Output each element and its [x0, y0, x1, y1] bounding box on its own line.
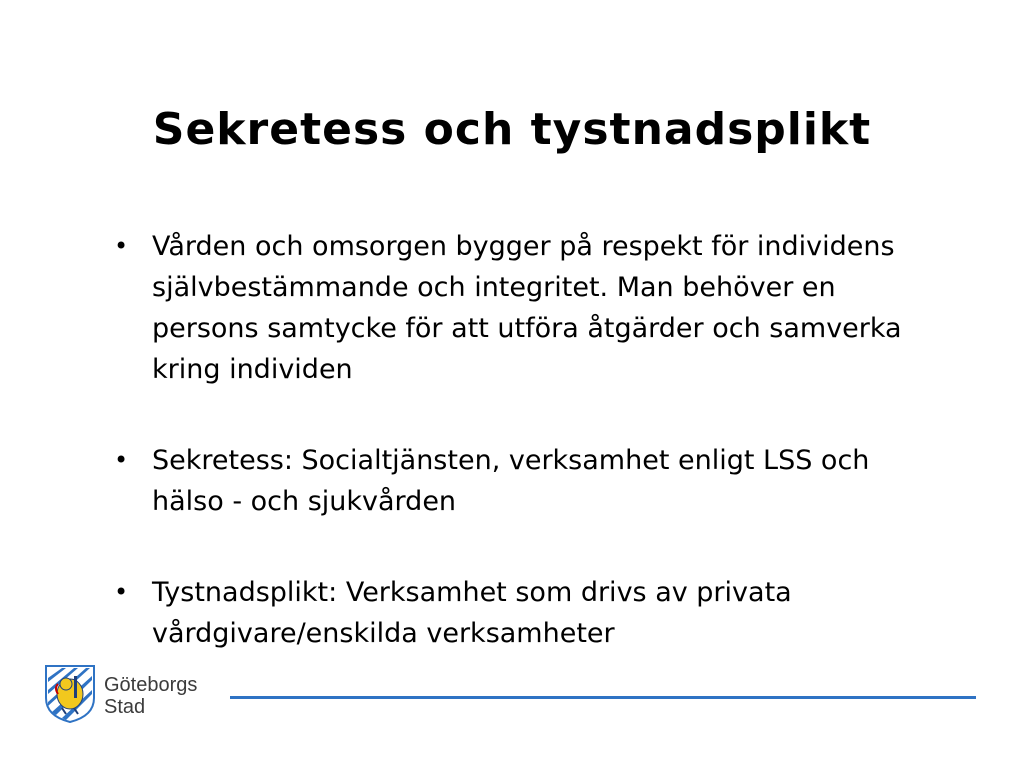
footer-divider	[230, 696, 976, 699]
bullet-text: Tystnadsplikt: Verksamhet som drivs av privata vårdgivare/enskilda verksamheter	[152, 577, 792, 649]
goteborgs-stad-logo	[44, 664, 224, 728]
bullet-marker: •	[114, 232, 129, 260]
bullet-text: Vården och omsorgen bygger på respekt för individens självbestämmande och integritet. Man behöver en persons samtycke för att utföra åtgärder och samverka kring individen	[152, 231, 902, 385]
bullet-item	[112, 440, 942, 522]
bullet-marker: •	[114, 446, 129, 474]
logo-line2: Stad	[104, 696, 146, 718]
bullet-item	[112, 226, 942, 390]
bullet-marker: •	[114, 578, 129, 606]
bullet-item	[112, 572, 942, 654]
bullet-list	[112, 226, 942, 704]
logo-line1: Göteborgs	[104, 674, 198, 696]
slide-title: Sekretess och tystnadsplikt	[152, 104, 872, 155]
goteborg-coat-of-arms-icon	[44, 664, 96, 724]
logo-wordmark	[104, 674, 197, 718]
bullet-text: Sekretess: Socialtjänsten, verksamhet enligt LSS och hälso - och sjukvården	[152, 445, 870, 517]
